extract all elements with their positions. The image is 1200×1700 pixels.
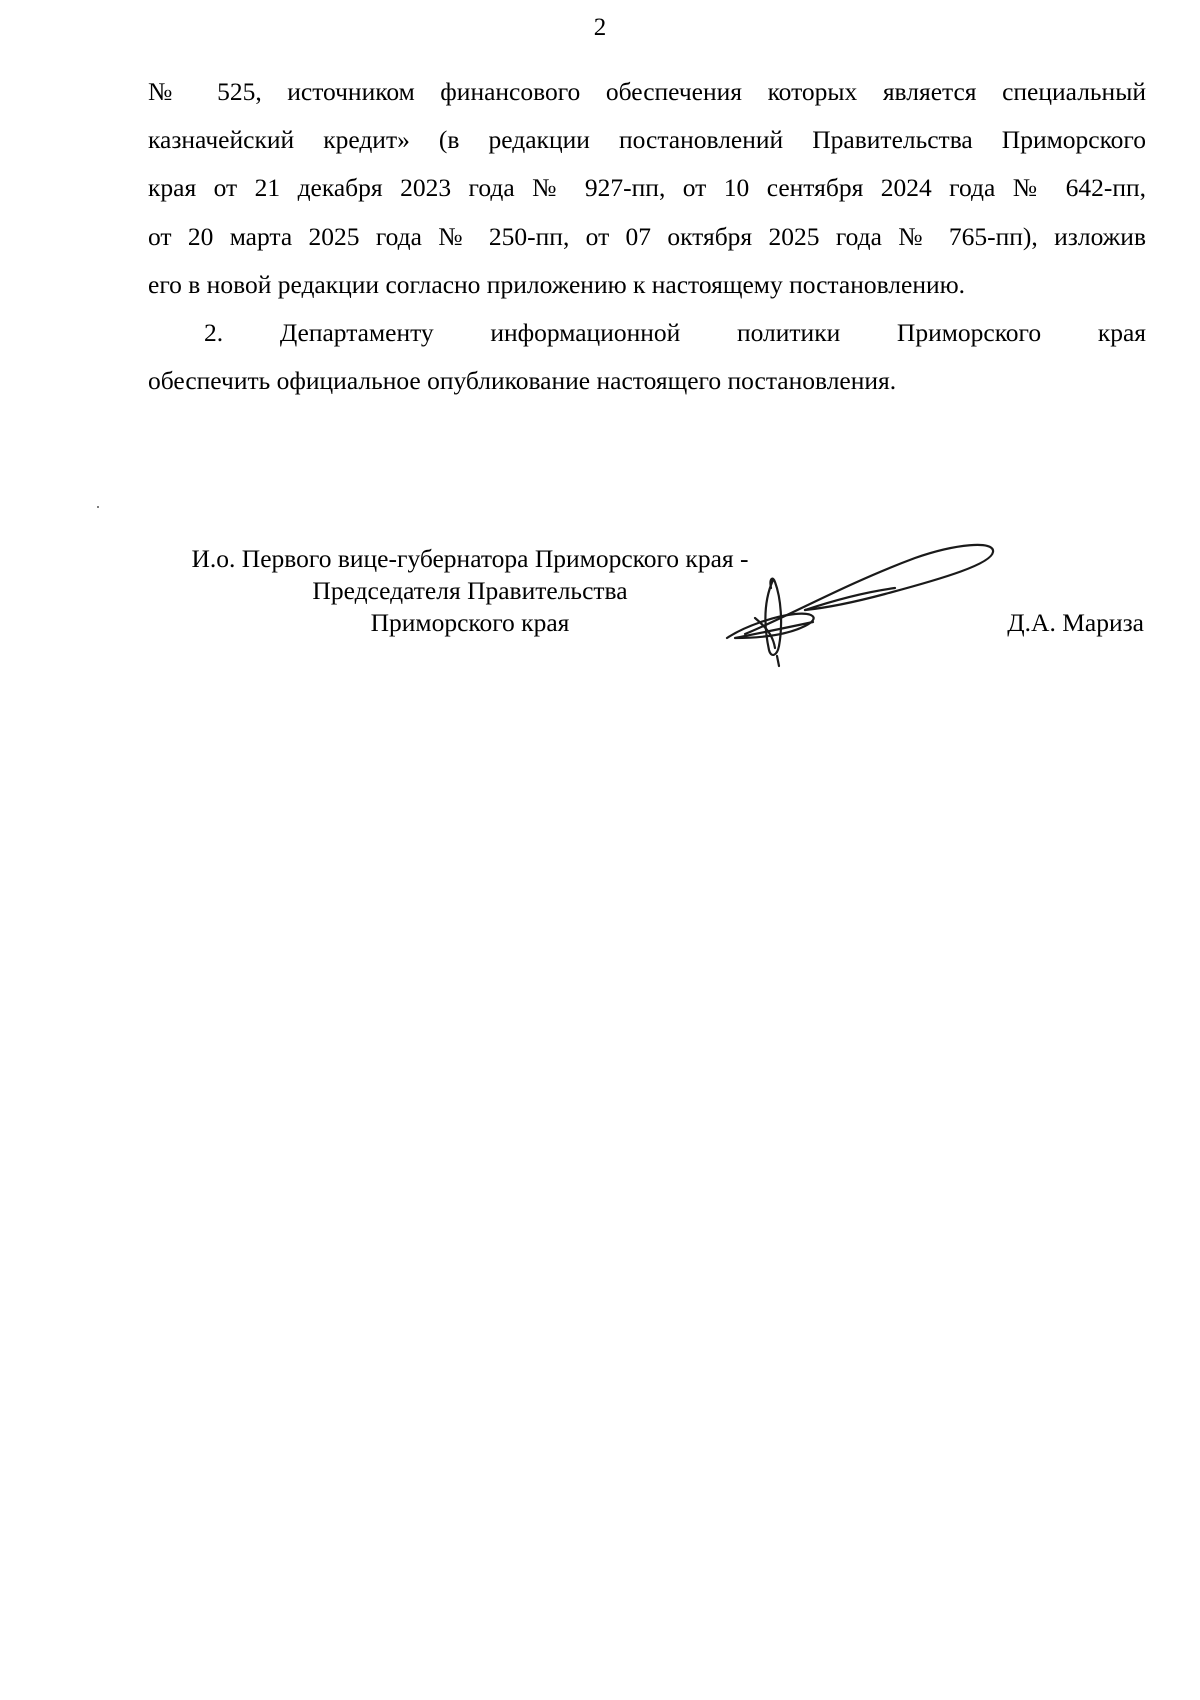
- page-number: 2: [593, 14, 607, 41]
- signatory-title-line-2: Председателя Правительства: [312, 576, 628, 605]
- signatory-name: Д.А. Мариза: [1007, 608, 1144, 637]
- handwritten-signature: [725, 538, 1005, 668]
- scan-speck: [97, 506, 99, 508]
- signatory-title: [150, 543, 790, 639]
- paragraph-1-line-3: края от 21 декабря 2023 года № 927-пп, от 10 сентября 2024 года № 642-пп,: [148, 173, 1146, 203]
- paragraph-1-line-5: его в новой редакции согласно приложению к настоящему постановлению.: [148, 269, 966, 299]
- paragraph-2-line-2: обеспечить официальное опубликование настоящего постановления.: [148, 366, 897, 396]
- document-body: [148, 68, 1146, 405]
- paragraph-1-line-2: казначейский кредит» (в редакции постановлений Правительства Приморского: [148, 125, 1146, 155]
- paragraph-1-line-4: от 20 марта 2025 года № 250-пп, от 07 октября 2025 года № 765-пп), изложив: [148, 221, 1146, 251]
- paragraph-2-line-1: 2. Департаменту информационной политики Приморского края: [204, 318, 1146, 348]
- paragraph-1-line-1: № 525, источником финансового обеспечения которых является специальный: [148, 77, 1146, 106]
- signatory-title-line-3: Приморского края: [370, 608, 570, 637]
- signatory-title-line-1: И.о. Первого вице-губернатора Приморского края -: [191, 544, 749, 573]
